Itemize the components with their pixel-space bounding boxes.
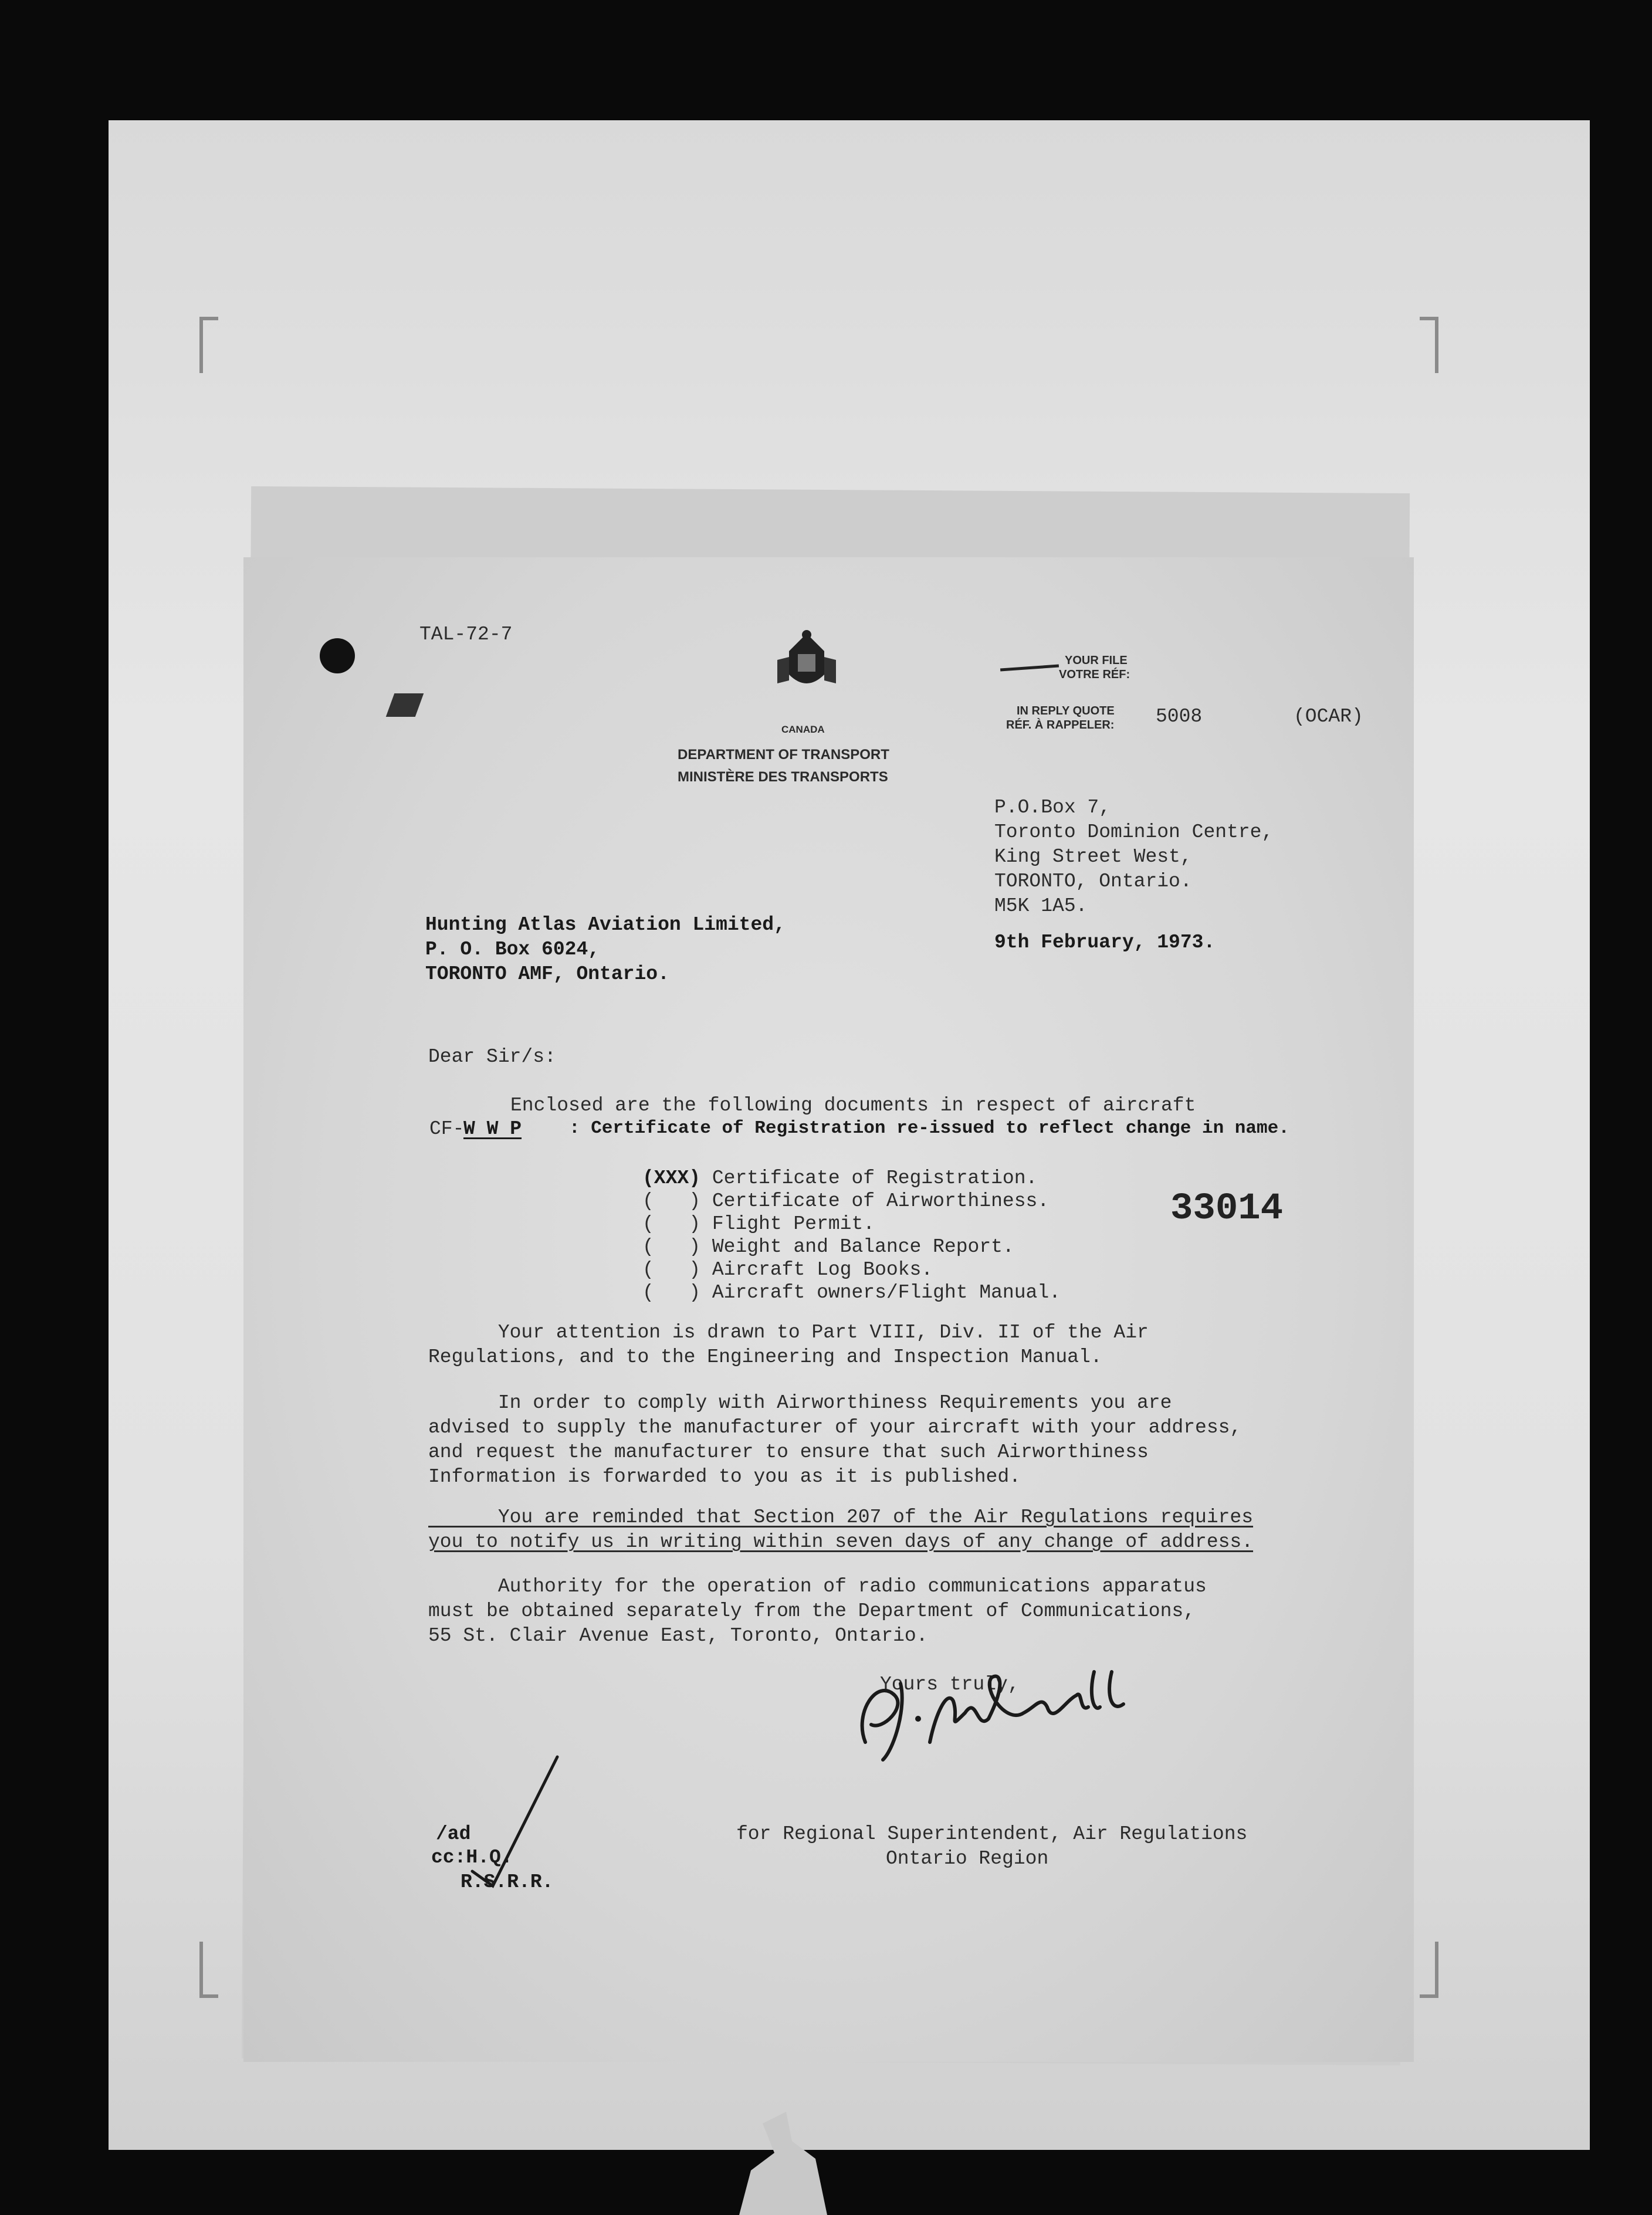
checklist-label: Certificate of Airworthiness. xyxy=(712,1190,1050,1212)
paragraph-line: Your attention is drawn to Part VIII, Div. II of the Air xyxy=(428,1322,1149,1343)
intro-line: Enclosed are the following documents in respect of aircraft xyxy=(510,1095,1196,1116)
crop-mark-bottom-left xyxy=(199,1942,218,1998)
header-dept-en: DEPARTMENT OF TRANSPORT xyxy=(678,747,889,763)
recipient-address xyxy=(425,915,786,989)
checklist-label: Aircraft owners/Flight Manual. xyxy=(712,1282,1061,1303)
paragraph-line: Information is forwarded to you as it is published. xyxy=(428,1466,1021,1488)
salutation: Dear Sir/s: xyxy=(428,1046,556,1068)
paragraph-3-reminder xyxy=(428,1508,1253,1557)
paragraph-line: 55 St. Clair Avenue East, Toronto, Ontario. xyxy=(428,1625,928,1647)
crop-mark-top-left xyxy=(199,317,218,373)
recipient-line: TORONTO AMF, Ontario. xyxy=(425,963,669,985)
checklist-item xyxy=(642,1167,1037,1189)
checklist-mark: ( ) xyxy=(642,1190,701,1212)
sender-address-line: M5K 1A5. xyxy=(994,895,1088,917)
stamp-number: 33014 xyxy=(1170,1188,1284,1230)
reply-number: 5008 xyxy=(1156,706,1203,727)
header-dept-fr: MINISTÈRE DES TRANSPORTS xyxy=(678,769,888,785)
cc-line: R.S.R.R. xyxy=(461,1871,554,1893)
paragraph-line: Authority for the operation of radio communications apparatus xyxy=(428,1576,1207,1597)
recipient-line: Hunting Atlas Aviation Limited, xyxy=(425,914,786,936)
signature-icon xyxy=(830,1660,1135,1766)
checklist-mark: ( ) xyxy=(642,1282,701,1303)
signature-line: for Regional Superintendent, Air Regulations xyxy=(736,1823,1248,1845)
punch-hole xyxy=(320,638,355,673)
paragraph-line: must be obtained separately from the Department of Communications, xyxy=(428,1600,1196,1622)
paragraph-line: You are reminded that Section 207 of the Air Regulations requires xyxy=(428,1506,1254,1528)
checkmark-icon xyxy=(466,1754,560,1889)
paragraph-line: you to notify us in writing within seven days of any change of address. xyxy=(428,1531,1254,1553)
typist-initials: /ad xyxy=(436,1823,471,1845)
sender-address xyxy=(994,798,1273,921)
checklist-label: Aircraft Log Books. xyxy=(712,1259,933,1281)
your-file-label-en: YOUR FILE xyxy=(1065,654,1128,667)
checklist-item xyxy=(642,1259,933,1281)
checklist-label: Certificate of Registration. xyxy=(712,1167,1038,1189)
signature-line: Ontario Region xyxy=(886,1848,1049,1869)
coat-of-arms-icon xyxy=(771,628,842,698)
signature-block xyxy=(736,1824,1247,1874)
paragraph-line: advised to supply the manufacturer of your aircraft with your address, xyxy=(428,1417,1242,1438)
sender-address-line: P.O.Box 7, xyxy=(994,797,1111,818)
paragraph-line: In order to comply with Airworthiness Requirements you are xyxy=(428,1392,1172,1414)
reply-office: (OCAR) xyxy=(1294,706,1363,727)
letter-date: 9th February, 1973. xyxy=(994,932,1216,953)
your-file-label-fr: VOTRE RÉF: xyxy=(1059,668,1130,681)
paragraph-1 xyxy=(428,1323,1149,1372)
paper-clip-mark xyxy=(386,693,424,717)
file-ref: TAL-72-7 xyxy=(419,624,513,645)
checklist-item xyxy=(642,1190,1049,1212)
your-file-strike xyxy=(1000,665,1059,672)
checklist-item xyxy=(642,1213,875,1235)
cc-line: cc:H.Q. xyxy=(431,1847,513,1868)
sender-address-line: King Street West, xyxy=(994,846,1192,868)
checklist-mark: ( ) xyxy=(642,1259,701,1281)
crop-mark-top-right xyxy=(1420,317,1438,373)
paragraph-4 xyxy=(428,1577,1207,1651)
checklist-mark: ( ) xyxy=(642,1213,701,1235)
checklist-item xyxy=(642,1236,1014,1258)
aircraft-note: : Certificate of Registration re-issued to reflect change in name. xyxy=(569,1118,1289,1139)
reply-quote-label-en: IN REPLY QUOTE xyxy=(1017,705,1115,717)
paragraph-line: Regulations, and to the Engineering and Inspection Manual. xyxy=(428,1346,1102,1368)
recipient-line: P. O. Box 6024, xyxy=(425,939,600,960)
checklist-label: Flight Permit. xyxy=(712,1213,875,1235)
film-edge-mark-icon xyxy=(727,2100,845,2215)
sender-address-line: Toronto Dominion Centre, xyxy=(994,821,1274,843)
checklist-label: Weight and Balance Report. xyxy=(712,1236,1014,1258)
checklist-item xyxy=(642,1282,1061,1303)
paragraph-line: and request the manufacturer to ensure that such Airworthiness xyxy=(428,1441,1149,1463)
letter-page xyxy=(243,557,1414,2062)
checklist-mark: (XXX) xyxy=(642,1167,701,1189)
reply-quote-label-fr: RÉF. À RAPPELER: xyxy=(1006,719,1115,731)
header-country: CANADA xyxy=(781,724,825,735)
checklist-mark: ( ) xyxy=(642,1236,701,1258)
closing: Yours truly, xyxy=(880,1674,1020,1695)
sender-address-line: TORONTO, Ontario. xyxy=(994,871,1192,892)
aircraft-registration: W W P xyxy=(463,1118,522,1140)
paragraph-2 xyxy=(428,1393,1241,1492)
crop-mark-bottom-right xyxy=(1420,1942,1438,1998)
aircraft-prefix: CF- xyxy=(429,1118,465,1140)
